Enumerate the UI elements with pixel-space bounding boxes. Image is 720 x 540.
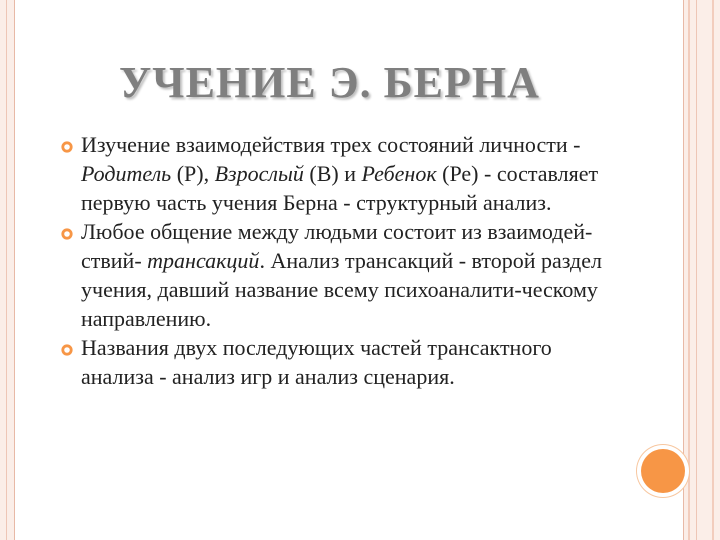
orange-ring-bullet-icon (61, 141, 73, 153)
bullet-item (61, 333, 621, 391)
bullet-text: Изучение взаимодействия трех состояний личности - Родитель (Р), Взрослый (В) и Ребенок (Ре) - составляет первую часть учения Берна - структурный анализ. (81, 132, 599, 215)
slide-title: УЧЕНИЕ Э. БЕРНА (119, 58, 540, 107)
bullet-list (61, 130, 621, 391)
left-border-stripe (6, 0, 7, 540)
orange-ring-bullet-icon (61, 228, 73, 240)
right-border-stripe-2 (696, 0, 697, 540)
orange-circle-decoration (641, 449, 685, 493)
bullet-text: Названия двух последующих частей трансактного анализа - анализ игр и анализ сценария. (81, 335, 552, 389)
bullet-item (61, 130, 621, 217)
right-border-stripe-3 (712, 0, 714, 540)
bullet-text: Любое общение между людьми состоит из взаимодей-ствий- трансакций. Анализ трансакций - второй раздел учения, давший название всему психоаналити-ческому направлению. (81, 219, 602, 331)
bullet-item (61, 217, 621, 333)
slide (14, 0, 684, 540)
orange-ring-bullet-icon (61, 344, 73, 356)
right-border-stripe-1 (688, 0, 690, 540)
